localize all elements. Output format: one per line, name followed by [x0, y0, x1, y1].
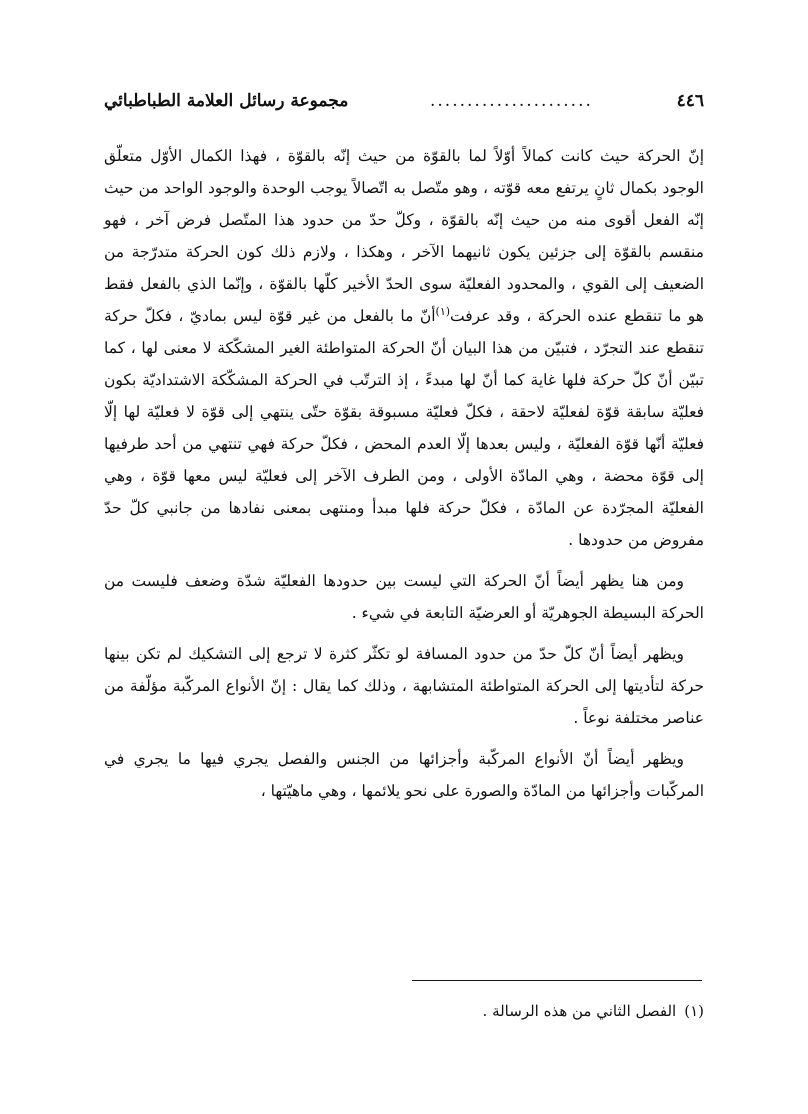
- paragraph: ومن هنا يظهر أيضاً أنّ الحركة التي ليست بين حدودها الفعليّة شدّة وضعف فليست من الحركة البسيطة الجوهريّة أو العرضيّة التابعة في شيء .: [104, 572, 704, 622]
- main-text: [104, 140, 704, 816]
- page-number: ٤٤٦: [676, 91, 704, 111]
- footnote-reference[interactable]: (١): [435, 304, 451, 318]
- footnote-separator: [412, 980, 702, 981]
- footnote: [104, 998, 704, 1024]
- footnote-text: الفصل الثاني من هذه الرسالة .: [482, 1002, 677, 1020]
- paragraph: ويظهر أيضاً أنّ كلّ حدّ من حدود المسافة لو تكثّر كثرة لا ترجع إلى التشكيك لم تكن بينها حركة لتأديتها إلى الحركة المتواطئة المتشابهة ، وذلك كما يقال : إنّ الأنواع المركّبة مؤلّفة من عناصر مختلفة نوعاً .: [104, 645, 704, 727]
- book-title: مجموعة رسائل العلامة الطباطبائي: [104, 91, 349, 111]
- paragraph: [104, 140, 704, 556]
- header-leader-dots: ......................: [430, 91, 593, 111]
- running-header: [104, 88, 704, 114]
- paragraph-text: أنّ ما بالفعل من غير قوّة ليس بماديّ ، فكلّ حركة تنقطع عند التجرّد ، فتبيّن من هذا البيان أنّ الحركة المتواطئة الغير المشكّكة لا معنى لها ، كما تبيّن أنّ كلّ حركة فلها غاية كما أنّ لها مبدءً ، إذ الترتّب في الحركة المشكّكة الاشتداديّة بكون فعليّة سابقة قوّة لفعليّة لاحقة ، فكلّ فعليّة مسبوقة بقوّة حتّى ينتهي إلى قوّة لا فعليّة لها إلّا فعليّة أنّها قوّة الفعليّة ، وليس بعدها إلّا العدم المحض ، فكلّ حركة فهي تنتهي من أحد طرفيها إلى قوّة محضة ، وهي المادّة الأولى ، ومن الطرف الآخر إلى فعليّة ليس معها قوّة ، وهي الفعليّة المجرّدة عن المادّة ، فكلّ حركة فلها مبدأ ومنتهى بمعنى نفادها من جانبي كلّ حدّ مفروض من حدودها .: [104, 307, 704, 549]
- paragraph: ويظهر أيضاً أنّ الأنواع المركّبة وأجزائها من الجنس والفصل يجري فيها ما يجري في المركّبات وأجزائها من المادّة والصورة على نحو يلائمها ، وهي ماهيّتها ،: [104, 750, 704, 800]
- footnote-marker: (١): [684, 1002, 704, 1020]
- paragraph-text: إنّ الحركة حيث كانت كمالاً أوّلاً لما بالقوّة من حيث إنّه بالقوّة ، فهذا الكمال الأوّل متعلّق الوجود بكمال ثانٍ يرتفع معه قوّته ، وهو متّصل به اتّصالاً يوجب الوحدة والوجود الواحد من حيث إنّه الفعل أقوى منه من حيث إنّه بالقوّة ، وكلّ حدّ من حدود هذا المتّصل فرض آخر ، فهو منقسم بالقوّة إلى جزئين يكون ثانيهما الآخر ، وهكذا ، ولازم ذلك كون الحركة متدرّجة من الضعيف إلى القوي ، والمحدود الفعليّة سوى الحدّ الأخير كلّها بالقوّة ، وإنّما الذي بالفعل فقط هو ما تنقطع عنده الحركة ، وقد عرفت: [104, 147, 704, 325]
